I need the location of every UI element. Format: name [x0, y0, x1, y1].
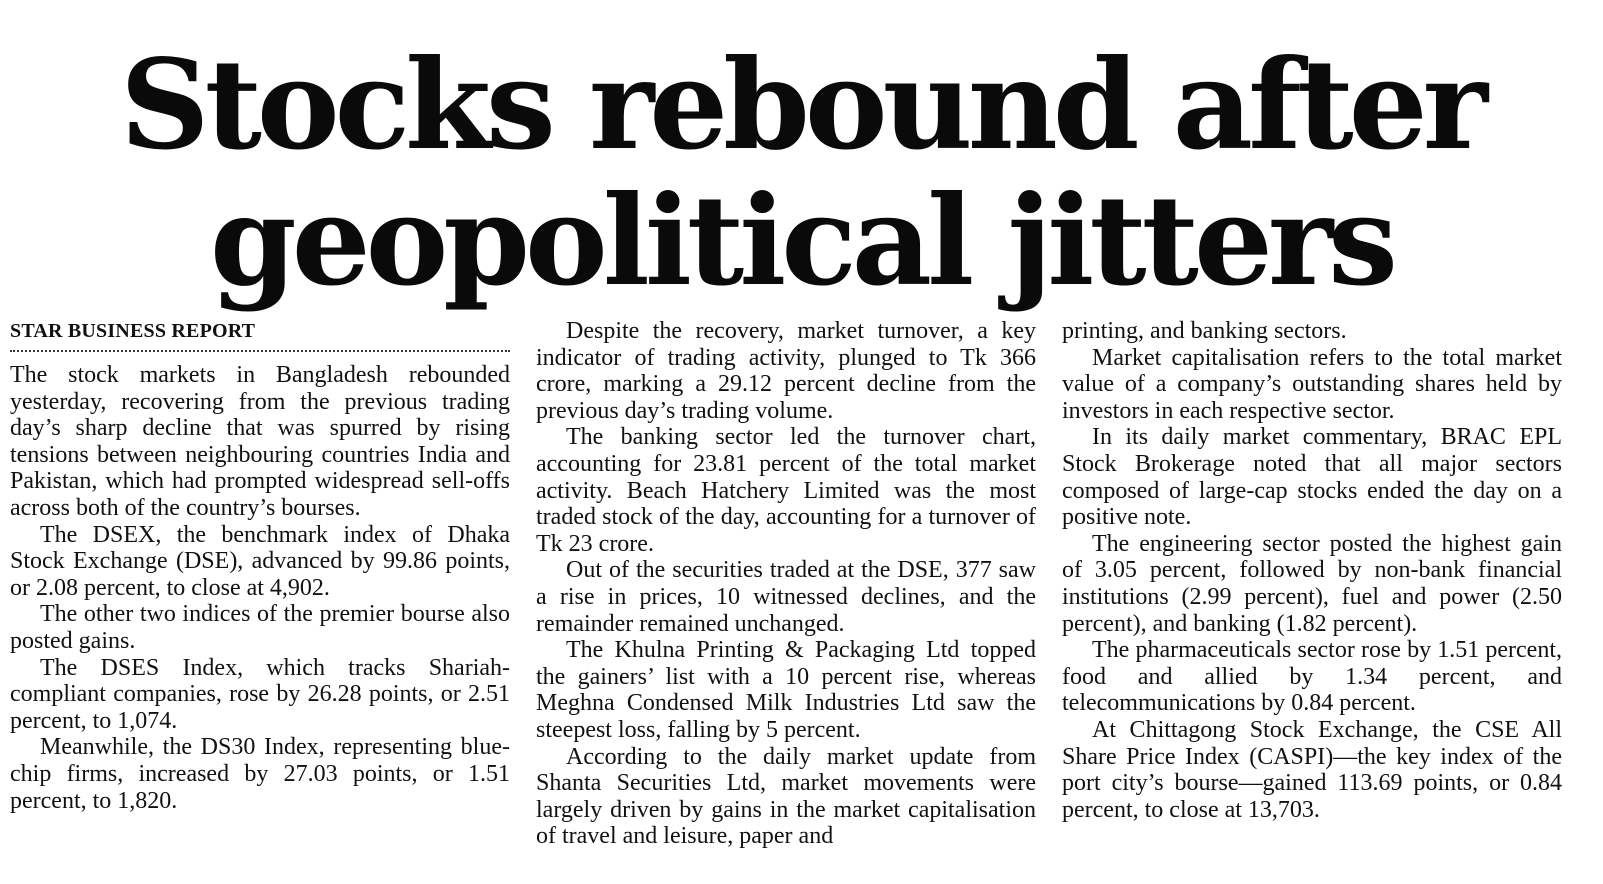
article-column-2 — [536, 318, 1036, 850]
article-paragraph: The other two indices of the premier bourse also posted gains. — [10, 601, 510, 654]
article-paragraph: The stock markets in Bangladesh rebounded yesterday, recovering from the previous trading day’s sharp decline that was spurred by rising tensions between neighbouring countries India and Pakistan, which had prompted widespread sell-offs across both of the country’s bourses. — [10, 362, 510, 521]
article-column-1 — [10, 318, 510, 814]
article-paragraph: The engineering sector posted the highest gain of 3.05 percent, followed by non-bank financial institutions (2.99 percent), fuel and power (2.50 percent), and banking (1.82 percent). — [1062, 530, 1562, 637]
article-paragraph: The pharmaceuticals sector rose by 1.51 percent, food and allied by 1.34 percent, and telecommunications by 0.84 percent. — [1062, 637, 1562, 717]
byline-divider — [10, 350, 510, 352]
byline: STAR BUSINESS REPORT — [10, 320, 256, 342]
article-paragraph: At Chittagong Stock Exchange, the CSE All Share Price Index (CASPI)—the key index of the port city’s bourse—gained 113.69 points, or 0.84 percent, to close at 13,703. — [1062, 716, 1562, 823]
article-paragraph: The DSES Index, which tracks Shariah-compliant companies, rose by 26.28 points, or 2.51 percent, to 1,074. — [10, 654, 510, 734]
article-column-3 — [1062, 318, 1562, 823]
article-paragraph: In its daily market commentary, BRAC EPL Stock Brokerage noted that all major sectors composed of large-cap stocks ended the day on a positive note. — [1062, 424, 1562, 531]
article-paragraph: The banking sector led the turnover chart, accounting for 23.81 percent of the total market activity. Beach Hatchery Limited was the most traded stock of the day, accounting for a turnover of Tk 23 crore. — [536, 424, 1036, 557]
article-paragraph-continuation: printing, and banking sectors. — [1062, 318, 1347, 344]
headline — [0, 33, 1603, 314]
article-paragraph: Out of the securities traded at the DSE, 377 saw a rise in prices, 10 witnessed declines, and the remainder remained unchanged. — [536, 557, 1036, 637]
article-paragraph: Despite the recovery, market turnover, a key indicator of trading activity, plunged to Tk 366 crore, marking a 29.12 percent decline from the previous day’s trading volume. — [536, 318, 1036, 424]
headline-line-1: Stocks rebound after — [120, 33, 1483, 178]
headline-line-2: geopolitical jitters — [210, 169, 1393, 314]
article-paragraph: Market capitalisation refers to the total market value of a company’s outstanding shares held by investors in each respective sector. — [1062, 344, 1562, 424]
article-paragraph: The Khulna Printing & Packaging Ltd topped the gainers’ list with a 10 percent rise, whereas Meghna Condensed Milk Industries Ltd saw the steepest loss, falling by 5 percent. — [536, 637, 1036, 743]
article-paragraph: The DSEX, the benchmark index of Dhaka Stock Exchange (DSE), advanced by 99.86 points, or 2.08 percent, to close at 4,902. — [10, 521, 510, 601]
article-paragraph: According to the daily market update from Shanta Securities Ltd, market movements were largely driven by gains in the market capitalisation of travel and leisure, paper and — [536, 743, 1036, 850]
article-paragraph: Meanwhile, the DS30 Index, representing blue-chip firms, increased by 27.03 points, or 1.51 percent, to 1,820. — [10, 734, 510, 814]
